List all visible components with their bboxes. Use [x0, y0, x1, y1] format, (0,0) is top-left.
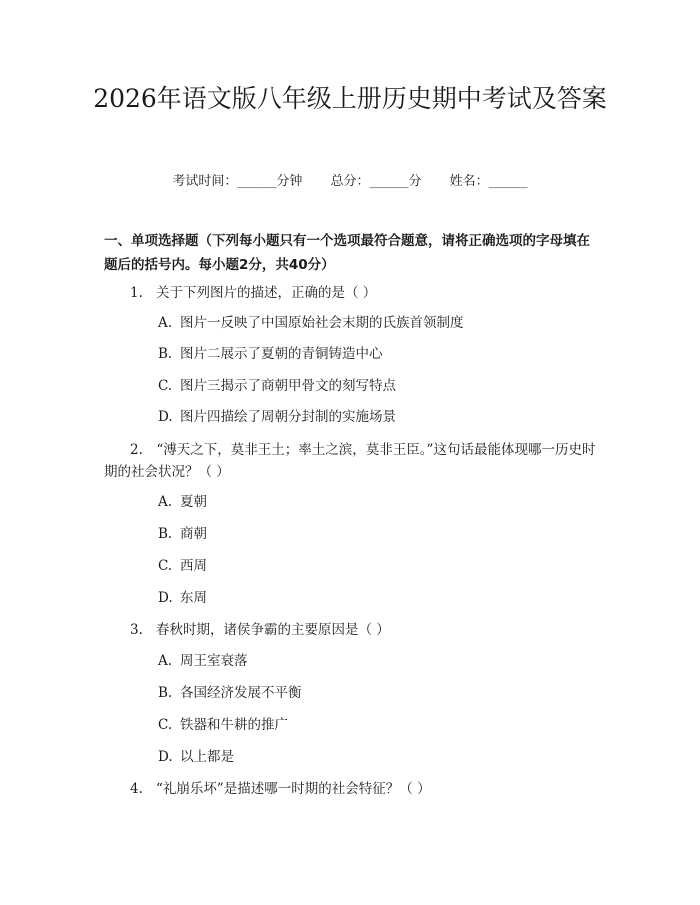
option-letter: B. [158, 526, 173, 542]
total-score-field: 总分：______分 [330, 174, 422, 189]
option-text: 西周 [180, 558, 207, 574]
option-text: 图片二展示了夏朝的青铜铸造中心 [180, 346, 383, 362]
option-3d [158, 747, 234, 767]
question-number: 2. [130, 442, 143, 458]
option-text: 图片四描绘了周朝分封制的实施场景 [180, 409, 396, 425]
question-number: 1. [130, 285, 143, 301]
option-3a [158, 651, 248, 671]
option-text: 各国经济发展不平衡 [180, 685, 302, 701]
option-1b [158, 344, 383, 364]
option-text: 铁器和牛耕的推广 [180, 717, 288, 733]
question-4 [104, 778, 602, 800]
option-letter: D. [158, 409, 173, 425]
option-letter: D. [158, 590, 173, 606]
option-text: 图片一反映了中国原始社会末期的氏族首领制度 [180, 315, 464, 331]
student-name-field: 姓名：______ [449, 174, 528, 189]
option-1c [158, 376, 396, 396]
question-1 [104, 282, 602, 304]
exam-time-field: 考试时间：______分钟 [172, 174, 303, 189]
question-text: 关于下列图片的描述，正确的是（ ） [156, 285, 377, 301]
question-2 [104, 439, 602, 483]
option-text: 夏朝 [180, 494, 207, 510]
option-letter: A. [158, 653, 173, 669]
section-heading: 一、单项选择题（下列每小题只有一个选项最符合题意，请将正确选项的字母填在题后的括号内。每小题2分，共40分） [104, 233, 590, 273]
option-1a [158, 313, 464, 333]
option-3c [158, 715, 288, 735]
page-title: 2026年语文版八年级上册历史期中考试及答案 [93, 84, 607, 113]
option-letter: B. [158, 685, 173, 701]
question-text: “礼崩乐坏”是描述哪一时期的社会特征？（ ） [156, 781, 431, 797]
option-3b [158, 683, 302, 703]
option-text: 周王室衰落 [180, 653, 248, 669]
option-2b [158, 524, 207, 544]
option-2d [158, 588, 207, 608]
option-2a [158, 492, 207, 512]
option-text: 图片三揭示了商朝甲骨文的刻写特点 [180, 378, 396, 394]
option-letter: C. [158, 717, 173, 733]
option-letter: B. [158, 346, 173, 362]
option-text: 商朝 [180, 526, 207, 542]
option-letter: A. [158, 494, 173, 510]
question-number: 3. [130, 622, 143, 638]
question-3 [104, 619, 602, 641]
option-letter: C. [158, 558, 173, 574]
question-number: 4. [130, 781, 143, 797]
exam-meta-line [0, 170, 700, 189]
option-1d [158, 407, 396, 427]
option-text: 以上都是 [180, 749, 234, 765]
question-text: 春秋时期，诸侯争霸的主要原因是（ ） [156, 622, 390, 638]
option-letter: C. [158, 378, 173, 394]
question-text: “溥天之下，莫非王土；率土之滨，莫非王臣。”这句话最能体现哪一历史时期的社会状况？（ ） [104, 442, 596, 480]
option-2c [158, 556, 207, 576]
option-letter: A. [158, 315, 173, 331]
option-letter: D. [158, 749, 173, 765]
option-text: 东周 [180, 590, 207, 606]
